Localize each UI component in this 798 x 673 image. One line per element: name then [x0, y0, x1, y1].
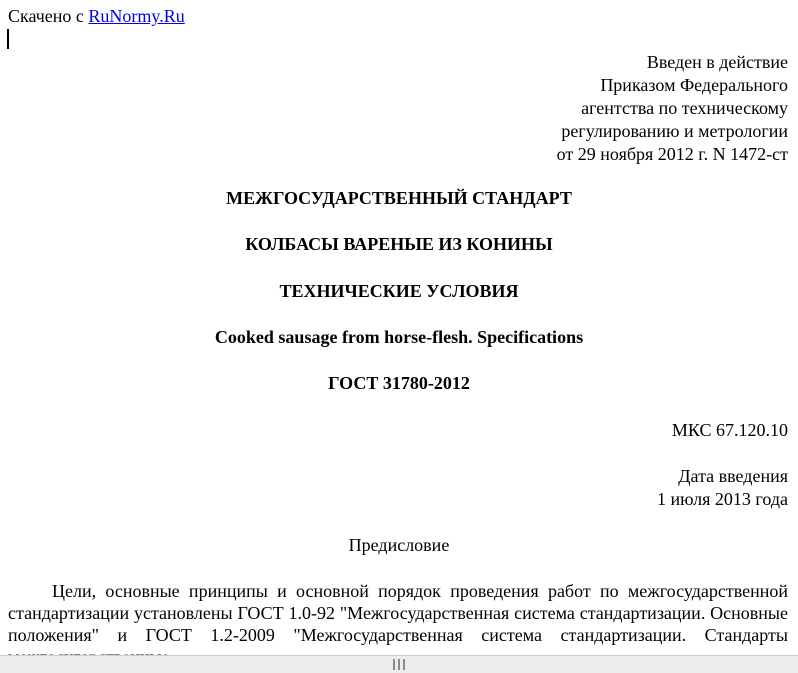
mks-code: МКС 67.120.10: [671, 420, 788, 440]
approval-line: Введен в действие: [646, 52, 788, 72]
approval-line: Приказом Федерального: [600, 75, 788, 95]
intro-date-label: Дата введения: [678, 466, 788, 486]
scrollbar-grip-icon[interactable]: [393, 659, 405, 670]
downloaded-prefix: Скачено с: [8, 6, 84, 26]
download-source-line: [8, 5, 185, 28]
standard-type-heading: МЕЖГОСУДАРСТВЕННЫЙ СТАНДАРТ: [226, 188, 572, 208]
approval-block: [557, 51, 788, 166]
runormy-link[interactable]: RuNormy.Ru: [88, 6, 185, 26]
text-cursor: [7, 29, 9, 49]
approval-line: регулированию и метрологии: [561, 121, 788, 141]
approval-line: агентства по техническому: [581, 98, 788, 118]
document-subtitle: ТЕХНИЧЕСКИЕ УСЛОВИЯ: [279, 281, 519, 301]
english-title: Cooked sausage from horse-flesh. Specifications: [214, 327, 584, 347]
gost-number: ГОСТ 31780-2012: [328, 373, 470, 393]
document-title: КОЛБАСЫ ВАРЕНЫЕ ИЗ КОНИНЫ: [245, 234, 553, 254]
foreword-paragraph: Цели, основные принципы и основной порядок проведения работ по межгосударственной стандартизации установлены ГОСТ 1.0-92 "Межгосударственная система стандартизации. Основные положения" и ГОСТ 1.2-2009 "Межгосударственная система стандартизации. Стандарты: [8, 581, 788, 645]
foreword-heading: Предисловие: [348, 535, 450, 555]
approval-line: от 29 ноября 2012 г. N 1472-ст: [556, 144, 788, 164]
intro-date-value: 1 июля 2013 года: [657, 489, 788, 509]
horizontal-scrollbar[interactable]: [0, 655, 798, 673]
